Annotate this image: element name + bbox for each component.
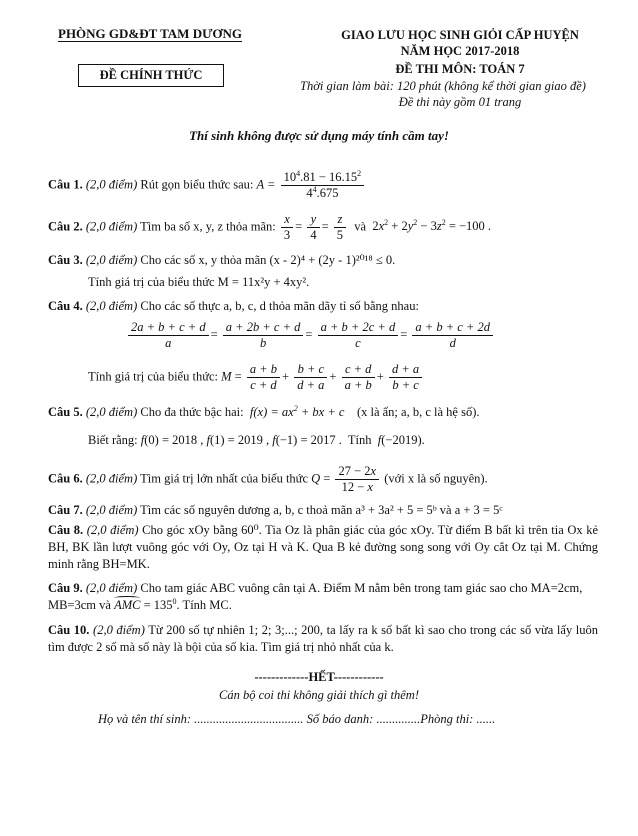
question-text: Tìm ba số x, y, z thỏa mãn: [140,219,276,234]
candidate-info-line: Họ và tên thí sinh: ................................... Số báo danh: ..............Phòng thi: ...... [98,712,496,726]
fraction: $\frac{a + b + c + 2d}{d}$ [412,320,493,351]
question-points: (2,0 điểm) [85,503,138,517]
fraction: $\frac{2a + b + c + d}{a}$ [128,320,209,351]
math-expression: A = [256,177,276,192]
question-text: Cho góc xOy bằng 60⁰. Tia Oz là phân giác của góc xOy. Từ điểm B bất kì trên tia Ox kẻ BH, BK lần lượt vuông góc với Oy, Oz tại H và K. Qua B kẻ đường song song với Oy cắt Oz tại M. Chứng minh rằng BH=MK. [48,523,599,571]
question-label: Câu 1. [48,177,83,192]
question-points: (2,0 điểm) [85,471,138,486]
question-label: Câu 6. [48,471,83,486]
question-points: (2,0 điểm) [85,581,138,595]
question-7 [48,502,598,519]
fraction-y4: $\frac{y}{4}$ [307,212,319,243]
fraction-z5: $\frac{z}{5}$ [334,212,346,243]
question-label: Câu 4. [48,299,83,313]
question-text: Biết rằng: [88,433,138,447]
question-text: Cho các số thực a, b, c, d thỏa mãn dãy tỉ số bằng nhau: [140,299,419,313]
fraction: $\frac{c + d}{a + b}$ [342,362,375,393]
question-text: Tính giá trị của biểu thức: [88,369,218,384]
department-name: PHÒNG GD&ĐT TAM DƯƠNG [58,26,243,41]
fraction: $\frac{b + c}{d + a}$ [294,362,327,393]
question-3-line-2 [88,274,598,291]
question-label: Câu 8. [48,523,84,537]
page-count: Đề thi này gồm 01 trang [398,95,522,109]
question-text: Tìm giá trị lớn nhất của biểu thức [140,471,308,486]
question-points: (2,0 điểm) [85,405,138,419]
question-3 [48,252,598,269]
question-text: (x là ẩn; a, b, c là hệ số). [356,405,480,419]
exam-subject: ĐỀ THI MÔN: TOÁN 7 [395,62,525,76]
question-2: Câu 2. (2,0 điểm) Tìm ba số x, y, z thỏa mãn: $\frac{x}{3}$ = $\frac{y}{4}$ = $\frac{z}{5}$ và $2x^2 + 2y^2 - 3z^2 = -100$ . [48,212,492,242]
question-points: (2,0 điểm) [85,299,138,313]
fraction: $\frac{a + b + 2c + d}{c}$ [318,320,399,351]
question-text: Cho đa thức bậc hai: [140,405,244,419]
question-text: Tính giá trị của biểu thức M = 11x²y + 4xy². [88,275,310,289]
question-10 [48,622,598,656]
fraction: $\frac{a + b}{c + d}$ [247,362,280,393]
contest-title: GIAO LƯU HỌC SINH GIỎI CẤP HUYỆN [341,28,579,42]
question-text: Cho tam giác ABC vuông cân tại A. Điểm M nằm bên trong tam giác sao cho MA=2cm, MB=3cm và [48,581,583,612]
question-label: Câu 3. [48,253,83,267]
question-9 [48,580,598,614]
fraction-x3: $\frac{x}{3}$ [281,212,293,243]
official-label: ĐỀ CHÍNH THỨC [78,64,224,87]
end-marker: -------------HẾT------------ [254,670,384,684]
question-label: Câu 2. [48,219,83,234]
math-expression: $f(x) = ax^2$ + bx + c [246,403,354,419]
fraction: $\frac{a + 2b + c + d}{b}$ [223,320,304,351]
question-label: Câu 10. [48,623,90,637]
question-6: Câu 6. (2,0 điểm) Tìm giá trị lớn nhất của biểu thức Q = $\frac{27 - 2x}{12 - x}$ (với x là số nguyên). [48,464,488,494]
math-expression: f(0) = 2018 , f(1) = 2019 , f(−1) = 2017 . Tính f(−2019). [140,433,425,447]
fraction-expression: $\frac{10^4.81 - 16.15^2}{4^4.675}$ [281,170,365,201]
ratio-equation: $\frac{2a + b + c + d}{a}$ = $\frac{a + 2b + c + d}{b}$ = $\frac{a + b + 2c + d}{c}$ = $\frac{a + b + c + 2d}{d}$ [126,320,495,351]
fraction: $\frac{27 - 2x}{12 - x}$ [335,464,379,495]
school-year: NĂM HỌC 2017-2018 [400,44,520,58]
question-points: (2,0 điểm) [93,623,145,637]
question-label: Câu 7. [48,503,83,517]
calculator-notice: Thí sinh không được sử dụng máy tính cầm tay! [189,128,449,143]
question-4 [48,298,598,315]
question-5-line-2 [88,432,425,449]
question-4-line-2: Tính giá trị của biểu thức: M = $\frac{a + b}{c + d}$ + $\frac{b + c}{d + a}$ + $\frac{c + d}{a + b}$ + $\frac{d + a}{b + c}$ [88,362,424,393]
question-text: Rút gọn biểu thức sau: [140,177,254,192]
question-text: (với x là số nguyên). [384,471,488,486]
question-text: . Tính MC. [176,598,232,612]
question-5 [48,404,598,421]
question-text: Từ 200 số tự nhiên 1; 2; 3;...; 200, ta lấy ra k số bất kì sao cho trong các số vừa lấy luôn tìm được 2 số mà số này là bội của số kia. Tìm giá trị nhỏ nhất của k. [48,623,599,654]
question-points: (2,0 điểm) [85,177,138,192]
math-expression: $2x^2 + 2y^2 - 3z^2 = -100$ . [372,218,492,234]
angle-expression: AMC = $135^0$ [114,596,177,612]
question-points: (2,0 điểm) [85,253,138,267]
question-points: (2,0 điểm) [86,523,139,537]
question-text: Tìm các số nguyên dương a, b, c thoả mãn a³ + 3a² + 5 = 5ᵇ và a + 3 = 5ᶜ [140,503,503,517]
question-8 [48,522,598,573]
exam-duration: Thời gian làm bài: 120 phút (không kể thời gian giao đề) [300,79,586,93]
question-1 [48,170,598,201]
question-points: (2,0 điểm) [85,219,138,234]
fraction: $\frac{d + a}{b + c}$ [389,362,422,393]
question-label: Câu 9. [48,581,83,595]
question-label: Câu 5. [48,405,83,419]
proctor-note: Cán bộ coi thi không giải thích gì thêm! [219,688,419,702]
question-text: Cho các số x, y thỏa mãn (x - 2)⁴ + (2y - 1)²⁰¹⁸ ≤ 0. [140,253,396,267]
